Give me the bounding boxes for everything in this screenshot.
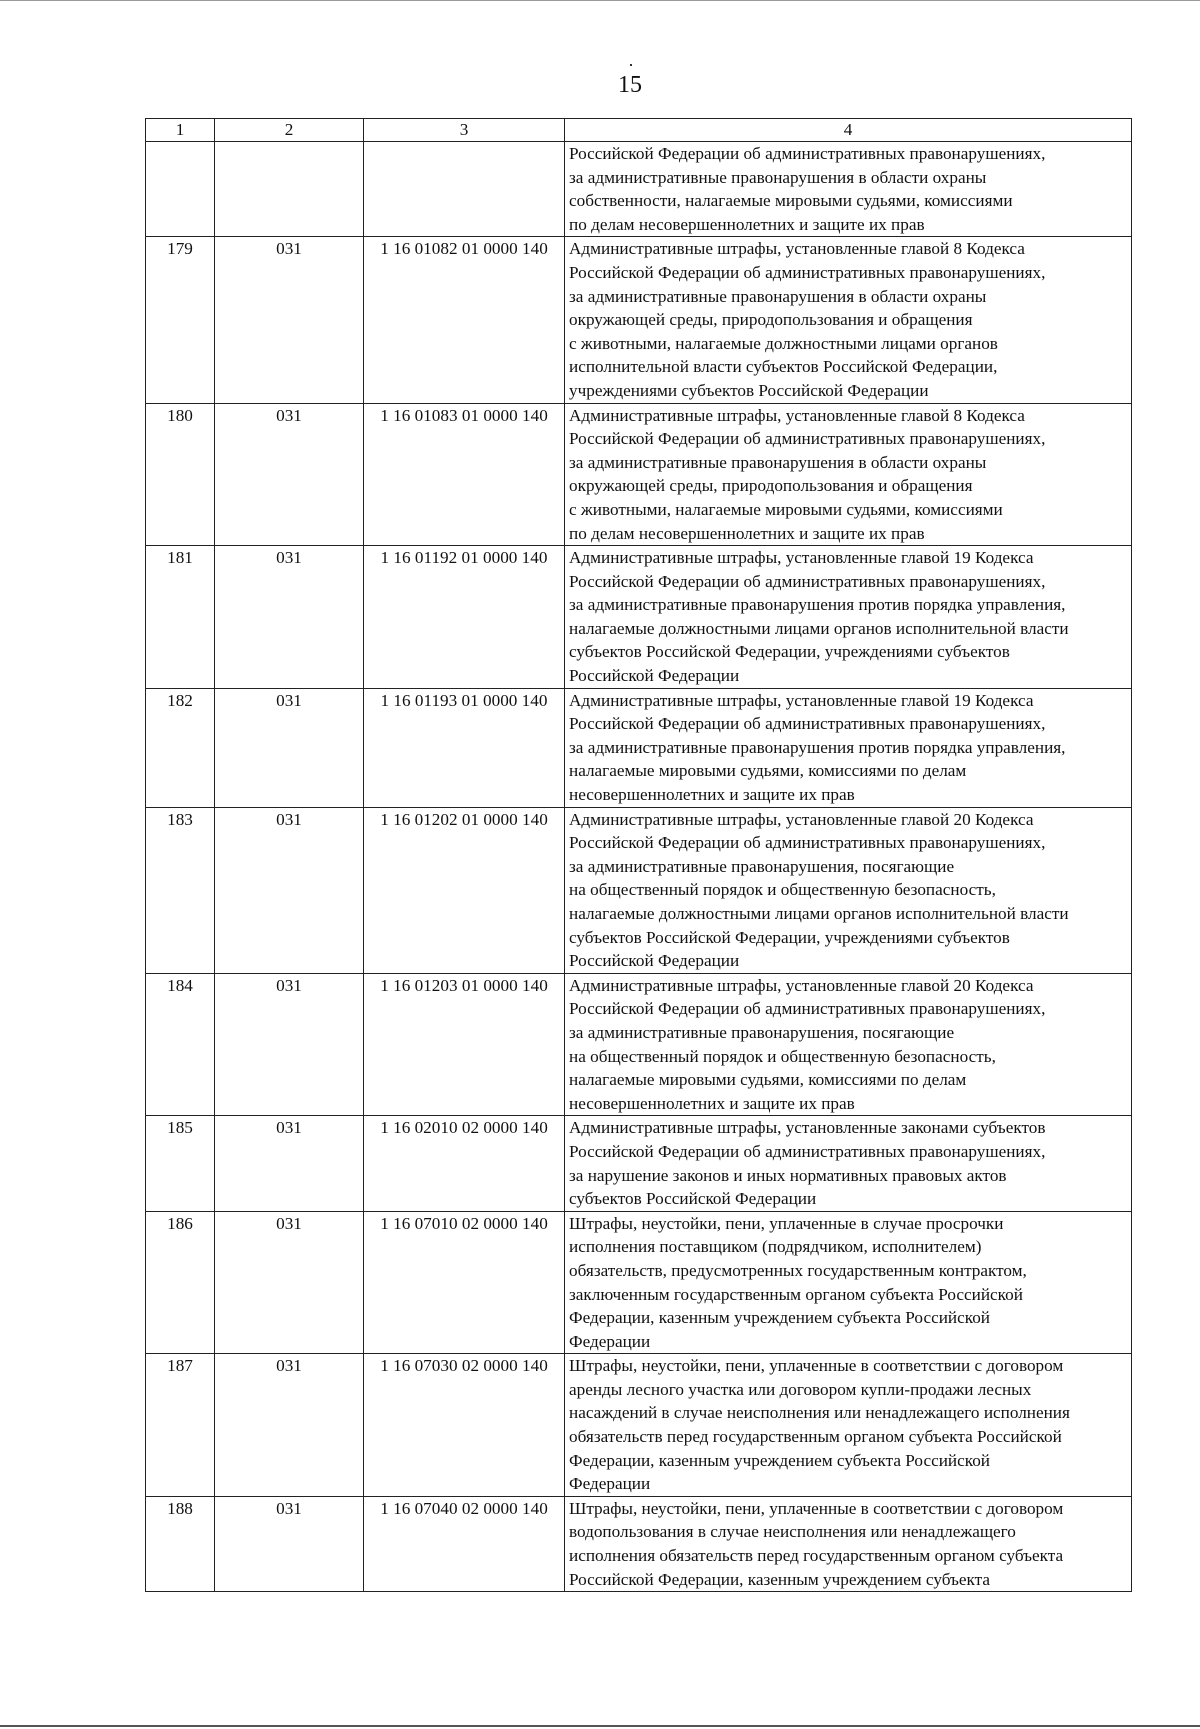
row-number: 186 <box>146 1211 215 1354</box>
income-description <box>565 1211 1132 1354</box>
description-line: налагаемые должностными лицами органов исполнительной власти <box>569 904 1069 923</box>
description-line: насаждений в случае неисполнения или ненадлежащего исполнения <box>569 1403 1070 1423</box>
row-number: 188 <box>146 1496 215 1591</box>
table-row <box>146 1116 1132 1211</box>
description-line: Российской Федерации <box>569 666 740 686</box>
description-line: налагаемые мировыми судьями, комиссиями по делам <box>569 761 967 781</box>
income-description <box>565 1116 1132 1211</box>
description-line: окружающей среды, природопользования и обращения <box>569 310 973 330</box>
admin-code: 031 <box>215 1496 364 1591</box>
description-line: Административные штрафы, установленные главой 8 Кодекса <box>569 239 1025 259</box>
description-line: с животными, налагаемые мировыми судьями, комиссиями <box>569 499 1003 519</box>
admin-code: 031 <box>215 807 364 973</box>
description-line: Штрафы, неустойки, пени, уплаченные в случае просрочки <box>569 1213 1004 1233</box>
income-description <box>565 142 1132 237</box>
description-line: налагаемые мировыми судьями, комиссиями по делам <box>569 1070 967 1090</box>
description-line: исполнения обязательств перед государственным органом субъекта <box>569 1546 1064 1566</box>
admin-code <box>215 142 364 237</box>
description-line: Административные штрафы, установленные главой 8 Кодекса <box>569 405 1025 425</box>
description-line: за административные правонарушения в области охраны <box>569 286 987 306</box>
description-line: налагаемые должностными лицами органов исполнительной власти <box>569 618 1069 638</box>
description-line: Российской Федерации об административных правонарушениях, <box>569 144 1046 163</box>
admin-code: 031 <box>215 1211 364 1354</box>
description-line: Федерации, казенным учреждением субъекта Российской <box>569 1308 990 1328</box>
description-line: Российской Федерации об административных правонарушениях, <box>569 429 1046 449</box>
income-description <box>565 403 1132 546</box>
scan-edge-top <box>0 0 1200 1</box>
income-description <box>565 688 1132 807</box>
row-number: 184 <box>146 973 215 1116</box>
description-line: аренды лесного участка или договором купли-продажи лесных <box>569 1379 1032 1399</box>
header-col-3: 3 <box>364 119 565 142</box>
description-line: по делам несовершеннолетних и защите их прав <box>569 214 925 234</box>
description-line: Административные штрафы, установленные главой 20 Кодекса <box>569 809 1034 829</box>
description-line: на общественный порядок и общественную безопасность, <box>569 880 996 900</box>
description-line: субъектов Российской Федерации, учреждениями субъектов <box>569 642 1010 662</box>
admin-code: 031 <box>215 1354 364 1497</box>
description-line: по делам несовершеннолетних и защите их прав <box>569 523 925 543</box>
income-description <box>565 1354 1132 1497</box>
description-line: с животными, налагаемые должностными лицами органов <box>569 333 998 353</box>
description-line: Штрафы, неустойки, пени, уплаченные в соответствии с договором <box>569 1356 1064 1376</box>
description-line: Административные штрафы, установленные главой 20 Кодекса <box>569 975 1034 995</box>
description-line: Российской Федерации об административных правонарушениях, <box>569 1141 1046 1161</box>
row-number: 182 <box>146 688 215 807</box>
income-description <box>565 546 1132 689</box>
description-line: Российской Федерации <box>569 951 740 971</box>
row-number: 181 <box>146 546 215 689</box>
description-line: исполнения поставщиком (подрядчиком, исполнителем) <box>569 1237 982 1257</box>
description-line: Российской Федерации об административных правонарушениях, <box>569 833 1046 853</box>
description-line: исполнительной власти субъектов Российской Федерации, <box>569 357 998 377</box>
table-body <box>146 119 1132 1592</box>
admin-code: 031 <box>215 688 364 807</box>
description-line: Административные штрафы, установленные законами субъектов <box>569 1118 1046 1138</box>
description-line: за административные правонарушения против порядка управления, <box>569 737 1066 757</box>
description-line: Российской Федерации, казенным учреждением субъекта <box>569 1569 990 1589</box>
description-line: обязательств перед государственным органом субъекта Российской <box>569 1427 1062 1447</box>
row-number: 183 <box>146 807 215 973</box>
page-number: 15 <box>618 72 642 98</box>
income-description <box>565 807 1132 973</box>
income-code: 1 16 01083 01 0000 140 <box>364 403 565 546</box>
description-line: Российской Федерации об административных правонарушениях, <box>569 999 1046 1019</box>
description-line: заключенным государственным органом субъекта Российской <box>569 1284 1023 1304</box>
admin-code: 031 <box>215 973 364 1116</box>
admin-code: 031 <box>215 237 364 403</box>
description-line: учреждениями субъектов Российской Федерации <box>569 380 929 400</box>
income-codes-table <box>145 118 1132 1592</box>
description-line: несовершеннолетних и защите их прав <box>569 785 855 805</box>
description-line: на общественный порядок и общественную безопасность, <box>569 1046 996 1066</box>
table-row <box>146 688 1132 807</box>
row-number <box>146 142 215 237</box>
header-col-1: 1 <box>146 119 215 142</box>
description-line: несовершеннолетних и защите их прав <box>569 1093 855 1113</box>
table-row <box>146 237 1132 403</box>
table-row <box>146 1211 1132 1354</box>
row-number: 185 <box>146 1116 215 1211</box>
description-line: Административные штрафы, установленные главой 19 Кодекса <box>569 548 1034 568</box>
scan-speck <box>630 64 632 66</box>
description-line: Российской Федерации об административных правонарушениях, <box>569 571 1046 591</box>
description-line: Российской Федерации об административных правонарушениях, <box>569 262 1046 282</box>
description-line: Административные штрафы, установленные главой 19 Кодекса <box>569 690 1034 710</box>
description-line: за административные правонарушения против порядка управления, <box>569 595 1066 615</box>
description-line: Федерации, казенным учреждением субъекта Российской <box>569 1450 990 1470</box>
table-row <box>146 807 1132 973</box>
income-description <box>565 237 1132 403</box>
description-line: Штрафы, неустойки, пени, уплаченные в соответствии с договором <box>569 1498 1064 1518</box>
description-line: за административные правонарушения в области охраны <box>569 452 987 472</box>
income-code: 1 16 01193 01 0000 140 <box>364 688 565 807</box>
description-line: окружающей среды, природопользования и обращения <box>569 476 973 496</box>
table-row <box>146 1496 1132 1591</box>
income-code: 1 16 01203 01 0000 140 <box>364 973 565 1116</box>
table-row <box>146 403 1132 546</box>
description-line: водопользования в случае неисполнения или ненадлежащего <box>569 1522 1016 1542</box>
income-description <box>565 1496 1132 1591</box>
description-line: за административные правонарушения, посягающие <box>569 1022 955 1042</box>
description-line: субъектов Российской Федерации, учреждениями субъектов <box>569 927 1010 947</box>
description-line: Федерации <box>569 1331 651 1351</box>
description-line: Федерации <box>569 1474 651 1494</box>
description-line: за административные правонарушения в области охраны <box>569 167 987 187</box>
income-code: 1 16 01202 01 0000 140 <box>364 807 565 973</box>
description-line: собственности, налагаемые мировыми судьями, комиссиями <box>569 191 1013 211</box>
table-header-row <box>146 119 1132 142</box>
admin-code: 031 <box>215 1116 364 1211</box>
income-code: 1 16 01192 01 0000 140 <box>364 546 565 689</box>
description-line: обязательств, предусмотренных государственным контрактом, <box>569 1260 1027 1280</box>
description-line: субъектов Российской Федерации <box>569 1189 817 1209</box>
table-row <box>146 1354 1132 1497</box>
description-line: за нарушение законов и иных нормативных правовых актов <box>569 1165 1007 1185</box>
table-row <box>146 546 1132 689</box>
description-line: Российской Федерации об административных правонарушениях, <box>569 714 1046 734</box>
income-code: 1 16 07030 02 0000 140 <box>364 1354 565 1497</box>
row-number: 187 <box>146 1354 215 1497</box>
header-col-4: 4 <box>565 119 1132 142</box>
scan-edge-bottom <box>0 1725 1200 1727</box>
description-line: за административные правонарушения, посягающие <box>569 856 955 876</box>
income-code: 1 16 01082 01 0000 140 <box>364 237 565 403</box>
income-code: 1 16 02010 02 0000 140 <box>364 1116 565 1211</box>
row-number: 179 <box>146 237 215 403</box>
income-description <box>565 973 1132 1116</box>
admin-code: 031 <box>215 403 364 546</box>
income-code <box>364 142 565 237</box>
row-number: 180 <box>146 403 215 546</box>
income-code: 1 16 07040 02 0000 140 <box>364 1496 565 1591</box>
income-code: 1 16 07010 02 0000 140 <box>364 1211 565 1354</box>
admin-code: 031 <box>215 546 364 689</box>
header-col-2: 2 <box>215 119 364 142</box>
table-row <box>146 142 1132 237</box>
table-row <box>146 973 1132 1116</box>
